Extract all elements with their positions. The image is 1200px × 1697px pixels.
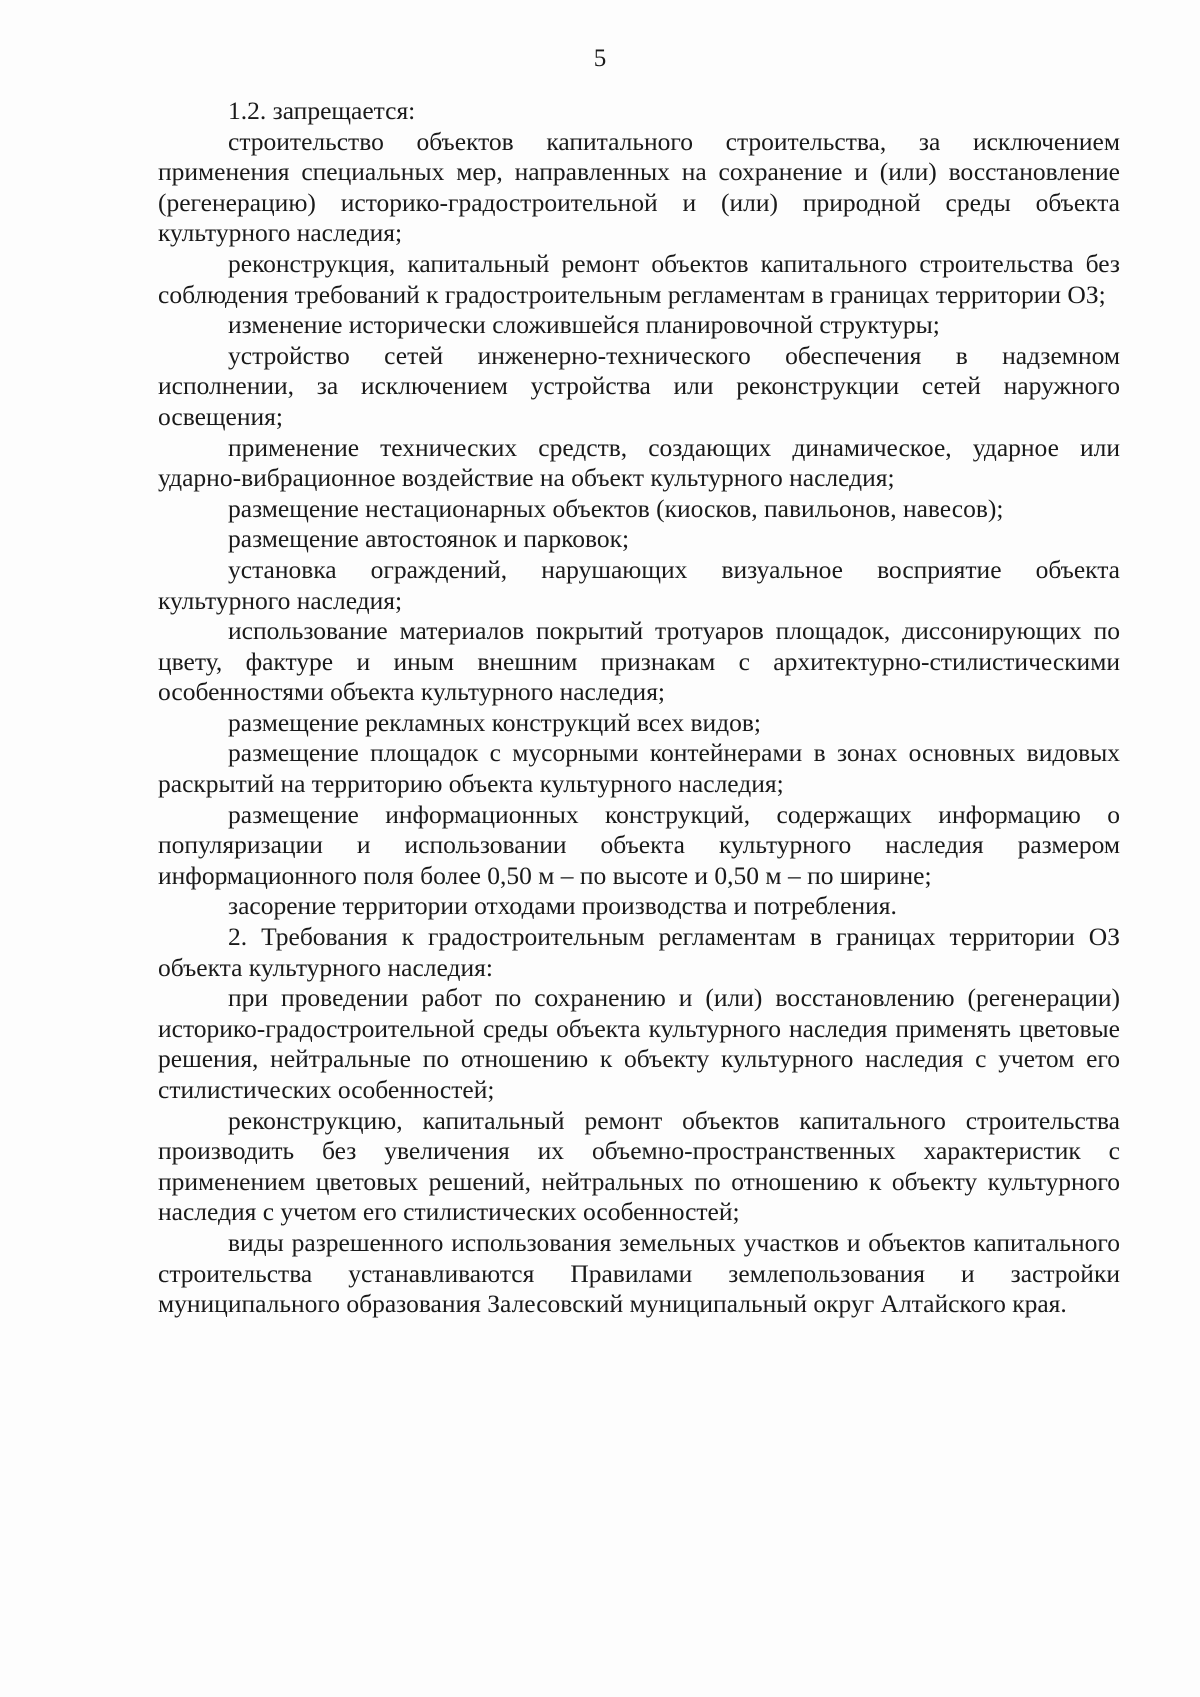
paragraph: размещение площадок с мусорными контейнерами в зонах основных видовых раскрытий на территорию объекта культурного наследия;: [158, 738, 1120, 799]
paragraph: размещение автостоянок и парковок;: [228, 524, 630, 554]
paragraph: реконструкцию, капитальный ремонт объектов капитального строительства производить без увеличения их объемно-пространственных характеристик с применением цветовых решений, нейтральных по отношению к объекту культурного наследия с учетом его стилистических особенностей;: [158, 1105, 1120, 1227]
page-number: 5: [593, 45, 607, 72]
paragraph: реконструкция, капитальный ремонт объектов капитального строительства без соблюдения требований к градостроительным регламентам в границах территории ОЗ;: [158, 248, 1120, 309]
paragraph: засорение территории отходами производства и потребления.: [228, 891, 897, 921]
document-body: [158, 96, 1120, 1320]
paragraph: устройство сетей инженерно-технического обеспечения в надземном исполнении, за исключением устройства или реконструкции сетей наружного освещения;: [158, 340, 1120, 431]
paragraph: размещение информационных конструкций, содержащих информацию о популяризации и использовании объекта культурного наследия размером информационного поля более 0,50 м – по высоте и 0,50 м – по ширине;: [158, 799, 1120, 890]
section-heading-2: 2. Требования к градостроительным регламентам в границах территории ОЗ объекта культурного наследия:: [158, 922, 1120, 982]
paragraph: строительство объектов капитального строительства, за исключением применения специальных мер, направленных на сохранение и (или) восстановление (регенерацию) историко-градостроительной и (или) природной среды объекта культурного наследия;: [158, 126, 1120, 248]
paragraph: размещение рекламных конструкций всех видов;: [228, 707, 762, 737]
paragraph: применение технических средств, создающих динамическое, ударное или ударно-вибрационное воздействие на объект культурного наследия;: [158, 432, 1120, 493]
paragraph: виды разрешенного использования земельных участков и объектов капитального строительства устанавливаются Правилами землепользования и застройки муниципального образования Залесовский муниципальный округ Алтайского края.: [158, 1227, 1120, 1319]
paragraph: изменение исторически сложившейся планировочной структуры;: [228, 310, 940, 340]
paragraph: использование материалов покрытий тротуаров площадок, диссонирующих по цвету, фактуре и иным внешним признакам с архитектурно-стилистическими особенностями объекта культурного наследия;: [158, 616, 1120, 707]
paragraph: при проведении работ по сохранению и (или) восстановлению (регенерации) историко-градостроительной среды объекта культурного наследия применять цветовые решения, нейтральные по отношению к объекту культурного наследия с учетом его стилистических особенностей;: [158, 983, 1120, 1104]
paragraph: установка ограждений, нарушающих визуальное восприятие объекта культурного наследия;: [158, 554, 1120, 615]
section-heading-1-2: 1.2. запрещается:: [228, 96, 416, 125]
paragraph: размещение нестационарных объектов (киосков, павильонов, навесов);: [228, 493, 1004, 523]
